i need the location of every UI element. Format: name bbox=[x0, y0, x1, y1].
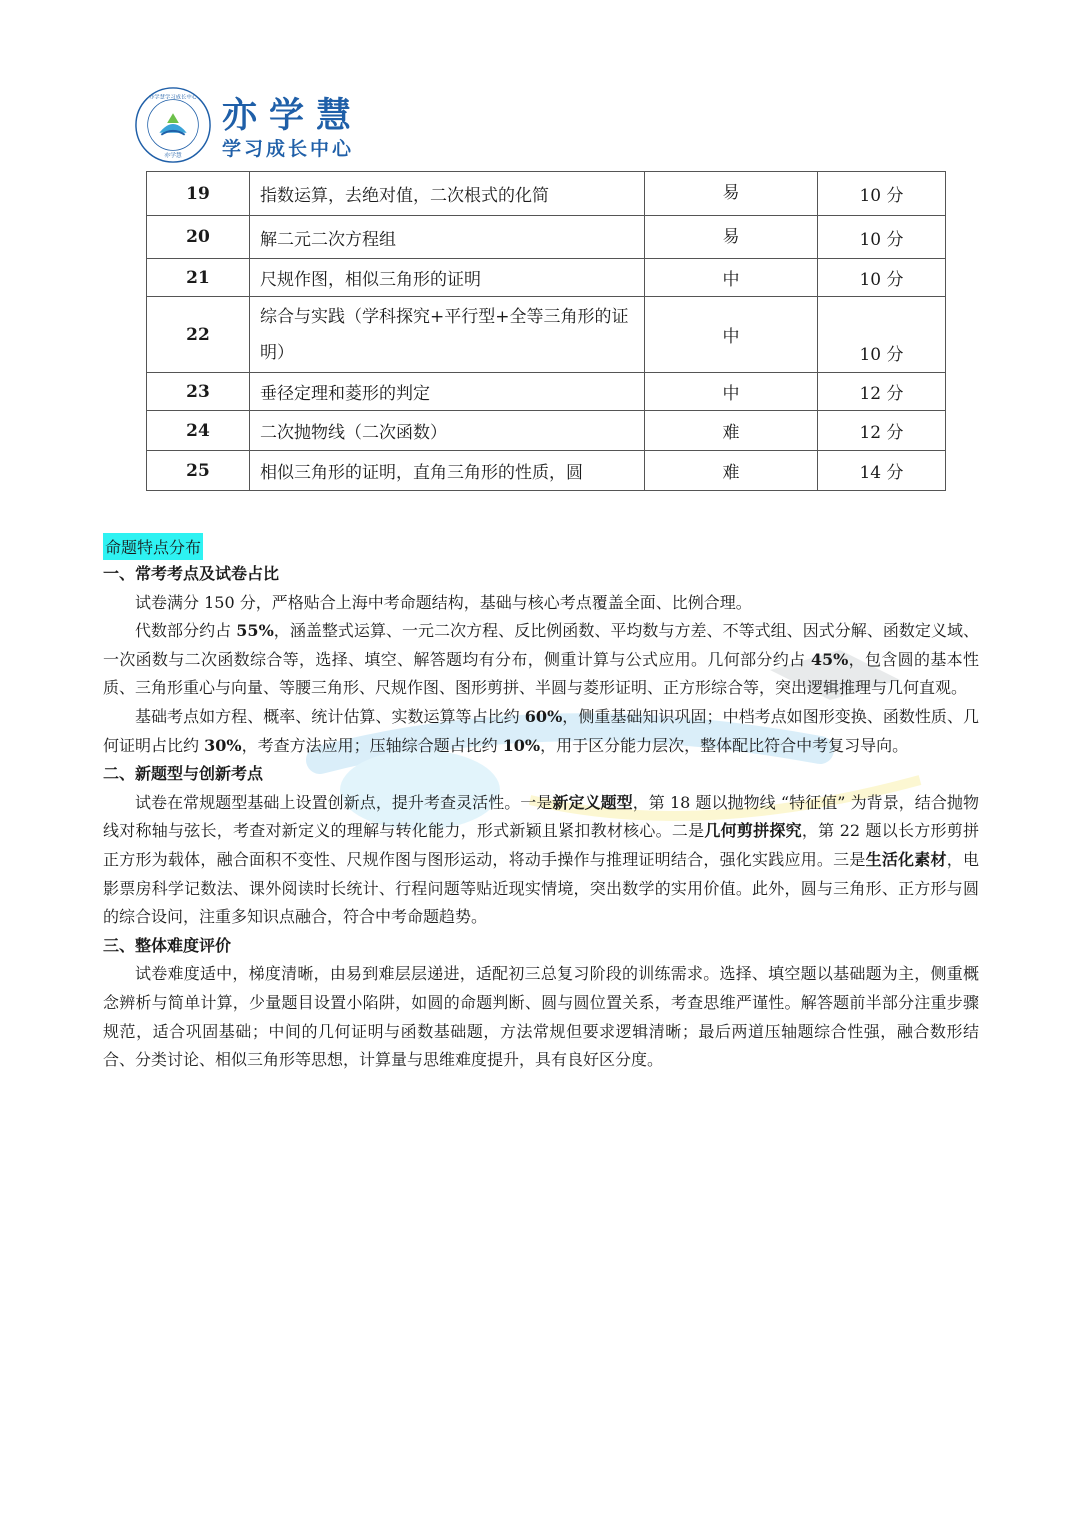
question-score: 10 分 bbox=[818, 297, 946, 373]
logo-title: 亦学慧 bbox=[222, 96, 364, 136]
difficulty-level: 中 bbox=[645, 373, 818, 411]
heading-new-question-types: 二、新题型与创新考点 bbox=[103, 764, 264, 784]
table-row bbox=[147, 411, 946, 451]
question-topic: 垂径定理和菱形的判定 bbox=[250, 373, 645, 411]
question-score: 10 分 bbox=[818, 172, 946, 216]
difficulty-level: 中 bbox=[645, 259, 818, 297]
question-topic: 二次抛物线（二次函数） bbox=[250, 411, 645, 451]
heading-common-topics: 一、常考考点及试卷占比 bbox=[103, 564, 280, 583]
paragraph: 试卷难度适中，梯度清晰，由易到难层层递进，适配初三总复习阶段的训练需求。选择、填空题以基础题为主，侧重概念辨析与简单计算，少量题目设置小陷阱，如圆的命题判断、圆与圆位置关系，考查思维严谨性。解答题前半部分注重步骤规范，适合巩固基础；中间的几何证明与函数基础题，方法常规但要求逻辑清晰；最后两道压轴题综合性强，融合数形结合、分类讨论、相似三角形等思想，计算量与思维难度提升，具有良好区分度。 bbox=[103, 964, 979, 1070]
question-topic: 相似三角形的证明，直角三角形的性质，圆 bbox=[250, 451, 645, 491]
difficulty-level: 难 bbox=[645, 411, 818, 451]
table-row bbox=[147, 172, 946, 216]
question-score-table bbox=[146, 171, 946, 491]
table-row bbox=[147, 216, 946, 259]
question-topic: 综合与实践（学科探究+平行型+全等三角形的证明） bbox=[250, 297, 645, 373]
paragraph: 试卷满分 150 分，严格贴合上海中考命题结构，基础与核心考点覆盖全面、比例合理。 bbox=[135, 592, 752, 612]
section-label: 命题特点分布 bbox=[103, 533, 203, 560]
question-number: 25 bbox=[147, 451, 250, 491]
brand-logo bbox=[134, 86, 374, 166]
table-row bbox=[147, 259, 946, 297]
table-row bbox=[147, 373, 946, 411]
difficulty-level: 易 bbox=[645, 216, 818, 259]
difficulty-level: 中 bbox=[645, 297, 818, 373]
question-number: 19 bbox=[147, 172, 250, 216]
paragraph: 试卷在常规题型基础上设置创新点，提升考查灵活性。一是新定义题型，第 18 题以抛物线 “特征值” 为背景，结合抛物线对称轴与弦长，考查对新定义的理解与转化能力，形式新颖且紧扣教材核心。二是几何剪拼探究，第 22 题以长方形剪拼正方形为载体，融合面积不变性、尺规作图与图形运动，将动手操作与推理证明结合，强化实践应用。三是生活化素材，电影票房科学记数法、课外阅读时长统计、行程问题等贴近现实情境，突出数学的实用价值。此外，圆与三角形、正方形与圆的综合设问，注重多知识点融合，符合中考命题趋势。 bbox=[103, 792, 979, 927]
logo-seal-icon bbox=[134, 86, 212, 164]
svg-text:亦学慧: 亦学慧 bbox=[164, 153, 182, 160]
paragraph: 基础考点如方程、概率、统计估算、实数运算等占比约 60%，侧重基础知识巩固；中档考点如图形变换、函数性质、几何证明占比约 30%，考查方法应用；压轴综合题占比约 10%，用于区分能力层次，整体配比符合中考复习导向。 bbox=[103, 706, 979, 755]
question-score: 14 分 bbox=[818, 451, 946, 491]
svg-text:亦学慧学习成长中心: 亦学慧学习成长中心 bbox=[148, 94, 198, 101]
question-number: 21 bbox=[147, 259, 250, 297]
question-score: 10 分 bbox=[818, 216, 946, 259]
question-topic: 尺规作图，相似三角形的证明 bbox=[250, 259, 645, 297]
question-topic: 解二元二次方程组 bbox=[250, 216, 645, 259]
question-number: 24 bbox=[147, 411, 250, 451]
analysis-content bbox=[103, 560, 979, 1075]
question-number: 22 bbox=[147, 297, 250, 373]
question-number: 23 bbox=[147, 373, 250, 411]
table-row bbox=[147, 451, 946, 491]
difficulty-level: 易 bbox=[645, 172, 818, 216]
difficulty-level: 难 bbox=[645, 451, 818, 491]
question-score: 10 分 bbox=[818, 259, 946, 297]
question-number: 20 bbox=[147, 216, 250, 259]
question-score: 12 分 bbox=[818, 411, 946, 451]
question-topic: 指数运算，去绝对值，二次根式的化简 bbox=[250, 172, 645, 216]
question-score: 12 分 bbox=[818, 373, 946, 411]
paragraph: 代数部分约占 55%，涵盖整式运算、一元二次方程、反比例函数、平均数与方差、不等式组、因式分解、函数定义域、一次函数与二次函数综合等，选择、填空、解答题均有分布，侧重计算与公式应用。几何部分约占 45%，包含圆的基本性质、三角形重心与向量、等腰三角形、尺规作图、图形剪拼、半圆与菱形证明、正方形综合等，突出逻辑推理与几何直观。 bbox=[103, 621, 979, 698]
heading-difficulty-evaluation: 三、整体难度评价 bbox=[103, 935, 232, 955]
table-row bbox=[147, 297, 946, 373]
logo-subtitle: 学习成长中心 bbox=[222, 138, 355, 160]
